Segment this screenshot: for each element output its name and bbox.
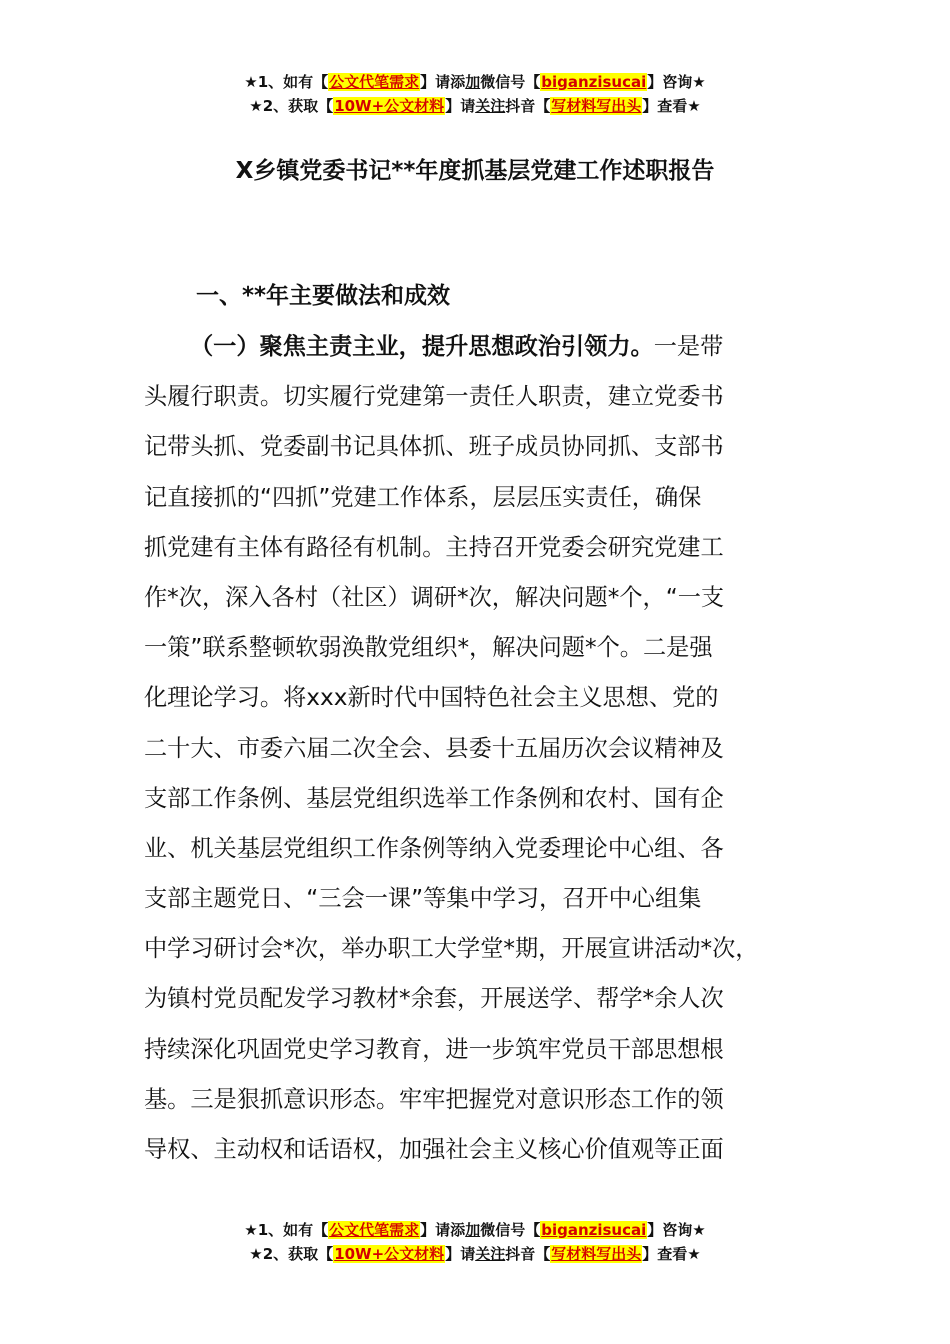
banner-text: ★2、获取【 — [249, 97, 334, 115]
banner-highlight: 写材料写出头 — [551, 1245, 642, 1263]
paragraph-line: 记直接抓的“四抓”党建工作体系，层层压实责任，确保 — [144, 483, 702, 511]
document-title: X乡镇党委书记**年度抓基层党建工作述职报告 — [235, 158, 715, 184]
banner-text: 微信号【 — [480, 1221, 541, 1239]
paragraph-line: 支部主题党日、“三会一课”等集中学习，召开中心组集 — [144, 885, 702, 913]
paragraph-text: 一是带 — [653, 333, 724, 360]
banner-line-1 — [0, 70, 950, 94]
paragraph-line: 基。三是狠抓意识形态。牢牢把握党对意识形态工作的领 — [144, 1085, 724, 1113]
banner-highlight: 写材料写出头 — [551, 97, 642, 115]
banner-text: 】请 — [445, 1245, 476, 1263]
banner-text: ★1、如有【 — [244, 1221, 329, 1239]
banner-underline: 加 — [465, 73, 481, 91]
banner-text: 】请 — [445, 97, 476, 115]
section-heading: 一、**年主要做法和成效 — [196, 283, 451, 309]
banner-highlight: 公文代笔需求 — [329, 73, 420, 91]
paragraph-line: 持续深化巩固党史学习教育，进一步筑牢党员干部思想根 — [144, 1035, 724, 1063]
paragraph-line: 业、机关基层党组织工作条例等纳入党委理论中心组、各 — [144, 834, 724, 862]
banner-underline: 关注 — [475, 97, 506, 115]
banner-line-1 — [0, 1218, 950, 1242]
paragraph-line: 导权、主动权和话语权，加强社会主义核心价值观等正面 — [144, 1136, 724, 1163]
banner-highlight: biganzisucai — [541, 1221, 647, 1239]
banner-text: ★2、获取【 — [249, 1245, 334, 1263]
paragraph-line: 一策”联系整顿软弱涣散党组织*，解决问题*个。二是强 — [144, 634, 713, 662]
paragraph-line: 化理论学习。将xxx新时代中国特色社会主义思想、党的 — [144, 684, 719, 712]
banner-text: 微信号【 — [480, 73, 541, 91]
paragraph-line: 为镇村党员配发学习教材*余套，开展送学、帮学*余人次 — [144, 985, 724, 1013]
banner-text: 】咨询★ — [647, 73, 706, 91]
banner-text: 】查看★ — [642, 1245, 701, 1263]
paragraph-line — [144, 322, 824, 372]
banner-text: 】咨询★ — [647, 1221, 706, 1239]
paragraph-line: 抓党建有主体有路径有机制。主持召开党委会研究党建工 — [144, 533, 724, 561]
bottom-banner — [0, 1218, 950, 1266]
paragraph-line: 支部工作条例、基层党组织选举工作条例和农村、国有企 — [144, 784, 724, 812]
paragraph-lead: （一）聚焦主责主业，提升思想政治引领力。 — [190, 333, 654, 360]
banner-highlight: 10W+公文材料 — [334, 1245, 445, 1263]
banner-highlight: 10W+公文材料 — [334, 97, 445, 115]
banner-text: 】查看★ — [642, 97, 701, 115]
banner-underline: 关注 — [475, 1245, 506, 1263]
paragraph-line: 记带头抓、党委副书记具体抓、班子成员协同抓、支部书 — [144, 433, 724, 461]
banner-line-2 — [0, 1242, 950, 1266]
banner-line-2 — [0, 94, 950, 118]
banner-text: 抖音【 — [505, 1245, 551, 1263]
paragraph-line: 二十大、市委六届二次全会、县委十五届历次会议精神及 — [144, 734, 724, 762]
body-paragraph — [144, 322, 824, 1175]
paragraph-line: 作*次，深入各村（社区）调研*次，解决问题*个，“一支 — [144, 583, 725, 611]
banner-underline: 加 — [465, 1221, 481, 1239]
banner-highlight: 公文代笔需求 — [329, 1221, 420, 1239]
paragraph-line: 中学习研讨会*次，举办职工大学堂*期，开展宣讲活动*次， — [144, 935, 759, 963]
paragraph-line: 头履行职责。切实履行党建第一责任人职责，建立党委书 — [144, 383, 724, 411]
banner-text: ★1、如有【 — [244, 73, 329, 91]
banner-text: 抖音【 — [505, 97, 551, 115]
banner-text: 】请添 — [420, 1221, 466, 1239]
top-banner — [0, 70, 950, 118]
banner-highlight: biganzisucai — [541, 73, 647, 91]
banner-text: 】请添 — [420, 73, 466, 91]
